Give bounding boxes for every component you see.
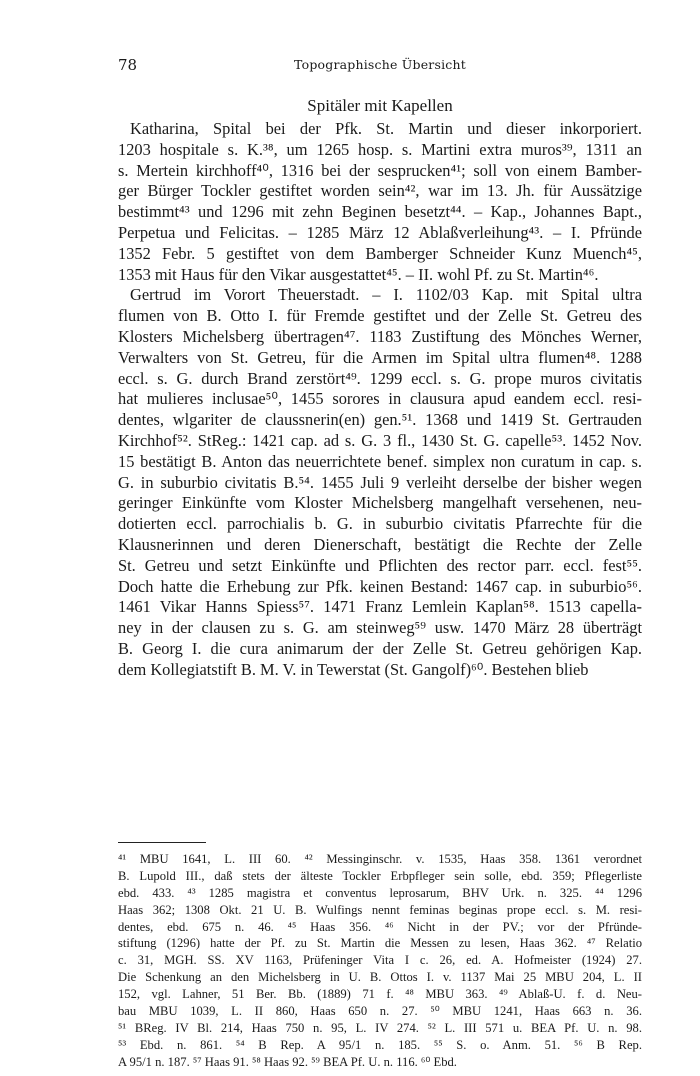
body-line: dem Kollegiatstift B. M. V. in Tewerstat (St. Gangolf)⁶⁰. Bestehen blieb — [118, 659, 589, 679]
body-line: B. Georg I. die cura animarum der der Zelle St. Getreu gehörigen Kap. — [118, 638, 642, 658]
footnote-rule — [118, 842, 206, 843]
body-line: 1352 Febr. 5 gestiftet von dem Bamberger Schneider Kunz Muench⁴⁵, — [118, 243, 642, 263]
body-line: Perpetua und Felicitas. – 1285 März 12 Ablaßverleihung⁴³. – I. Pfründe — [118, 222, 642, 242]
body-line: 1203 hospitale s. K.³⁸, um 1265 hosp. s. Martini extra muros³⁹, 1311 an — [118, 139, 642, 159]
body-line: 15 bestätigt B. Anton das neuerrichtete benef. simplex non curatum in cap. s. — [118, 451, 642, 471]
body-line: Verwalters von St. Getreu, für die Armen im Spital ultra flumen⁴⁸. 1288 — [118, 347, 642, 367]
footnote-line: ⁴¹ MBU 1641, L. III 60. ⁴² Messinginschr. v. 1535, Haas 358. 1361 verordnet — [118, 852, 642, 866]
footnote-line: ⁵¹ BReg. IV Bl. 214, Haas 750 n. 95, L. IV 274. ⁵² L. III 571 u. BEA Pf. U. n. 98. — [118, 1020, 642, 1035]
footnote-line: c. 31, MGH. SS. XV 1163, Prüfeninger Vita I c. 26, ed. A. Hofmeister (1924) 27. — [118, 953, 642, 968]
footnote-line: Die Schenkung an den Michelsberg in U. B. Ottos I. v. 1137 Mai 25 MBU 204, L. II — [118, 970, 642, 985]
body-line: bestimmt⁴³ und 1296 mit zehn Beginen besetzt⁴⁴. – Kap., Johannes Bapt., — [118, 202, 642, 222]
footnote-line: bau MBU 1039, L. II 860, Haas 650 n. 27. ⁵⁰ MBU 1241, Haas 663 n. 36. — [118, 1004, 642, 1019]
body-line: ger Bürger Tockler gestiftet worden sein⁴², war im 13. Jh. für Aussätzige — [118, 181, 642, 201]
footnote-line: ⁵³ Ebd. n. 861. ⁵⁴ B Rep. A 95/1 n. 185. ⁵⁵ S. o. Anm. 51. ⁵⁶ B Rep. — [118, 1037, 642, 1052]
body-line: dotierten eccl. parrochialis b. G. in suburbio civitatis Pfarrechte für die — [118, 514, 642, 534]
running-header — [118, 56, 642, 76]
footnote-line: Haas 362; 1308 Okt. 21 U. B. Wulfings nennt feminas beginas prope eccl. s. M. resi- — [118, 902, 642, 917]
section-heading: Spitäler mit Kapellen — [307, 96, 453, 115]
footnote-line: 152, vgl. Lahner, 51 Ber. Bb. (1889) 71 f. ⁴⁸ MBU 363. ⁴⁹ Ablaß-U. f. d. Neu- — [118, 987, 642, 1002]
footnote-line: B. Lupold III., daß stets der älteste Tockler Erbpfleger sein solle, ebd. 359; Pflegerliste — [118, 868, 642, 883]
body-line: Klausnerinnen und deren Dienerschaft, bestätigt die Rechte der Zelle — [118, 534, 642, 554]
body-line: 1461 Vikar Hanns Spiess⁵⁷. 1471 Franz Lemlein Kaplan⁵⁸. 1513 capella- — [118, 597, 642, 617]
body-line: Kirchhof⁵². StReg.: 1421 cap. ad s. G. 3 fl., 1430 St. G. capelle⁵³. 1452 Nov. — [118, 430, 642, 450]
body-line: hat mulieres inclusae⁵⁰, 1455 sorores in clausura apud eandem eccl. resi- — [118, 389, 642, 409]
page-number: 78 — [118, 56, 138, 74]
body-line: geringer Einkünfte vom Kloster Michelsberg mangelhaft versehenen, neu- — [118, 493, 642, 513]
running-title: Topographische Übersicht — [294, 57, 466, 72]
body-line: s. Mertein kirchhoff⁴⁰, 1316 bei der sesprucken⁴¹; soll von einem Bamber- — [118, 160, 642, 180]
footnote-line: A 95/1 n. 187. ⁵⁷ Haas 91. ⁵⁸ Haas 92. ⁵⁹ BEA Pf. U. n. 116. ⁶⁰ Ebd. — [118, 1054, 457, 1069]
body-line: St. Getreu und setzt Einkünfte und Pflichten des rector parr. eccl. fest⁵⁵. — [118, 555, 642, 575]
body-line: Katharina, Spital bei der Pfk. St. Martin und dieser inkorporiert. — [130, 119, 642, 138]
footnote-line: stiftung (1296) hatte der Pf. zu St. Martin die Messen zu lesen, Haas 362. ⁴⁷ Relatio — [118, 936, 642, 951]
body-line: Klosters Michelsberg übertragen⁴⁷. 1183 Zustiftung des Mönches Werner, — [118, 326, 642, 346]
footnote-line: ebd. 433. ⁴³ 1285 magistra et conventus leprosarum, BHV Urk. n. 325. ⁴⁴ 1296 — [118, 885, 642, 900]
body-line: G. in suburbio civitatis B.⁵⁴. 1455 Juli 9 verleiht derselbe der bisher wegen — [118, 472, 642, 492]
body-line: Gertrud im Vorort Theuerstadt. – I. 1102/03 Kap. mit Spital ultra — [130, 285, 642, 305]
footnote-line: dentes, ebd. 675 n. 46. ⁴⁵ Haas 356. ⁴⁶ Nicht in der PV.; vor der Pfründe- — [118, 919, 642, 934]
body-line: 1353 mit Haus für den Vikar ausgestattet⁴⁵. – II. wohl Pf. zu St. Martin⁴⁶. — [118, 264, 599, 284]
body-line: flumen von B. Otto I. für Fremde gestiftet und der Zelle St. Getreu des — [118, 306, 642, 326]
body-line: dentes, wlgariter de claussnerin(en) gen.⁵¹. 1368 und 1419 St. Gertrauden — [118, 410, 642, 430]
body-line: eccl. s. G. durch Brand zerstört⁴⁹. 1299 eccl. s. G. prope muros civitatis — [118, 368, 642, 388]
footnotes — [118, 851, 642, 1071]
main-text — [118, 119, 642, 681]
body-line: Doch hatte die Erhebung zur Pfk. keinen Bestand: 1467 cap. in suburbio⁵⁶. — [118, 576, 642, 596]
body-line: ney in der clausen zu s. G. am steinweg⁵⁹ usw. 1470 März 28 überträgt — [118, 618, 642, 638]
